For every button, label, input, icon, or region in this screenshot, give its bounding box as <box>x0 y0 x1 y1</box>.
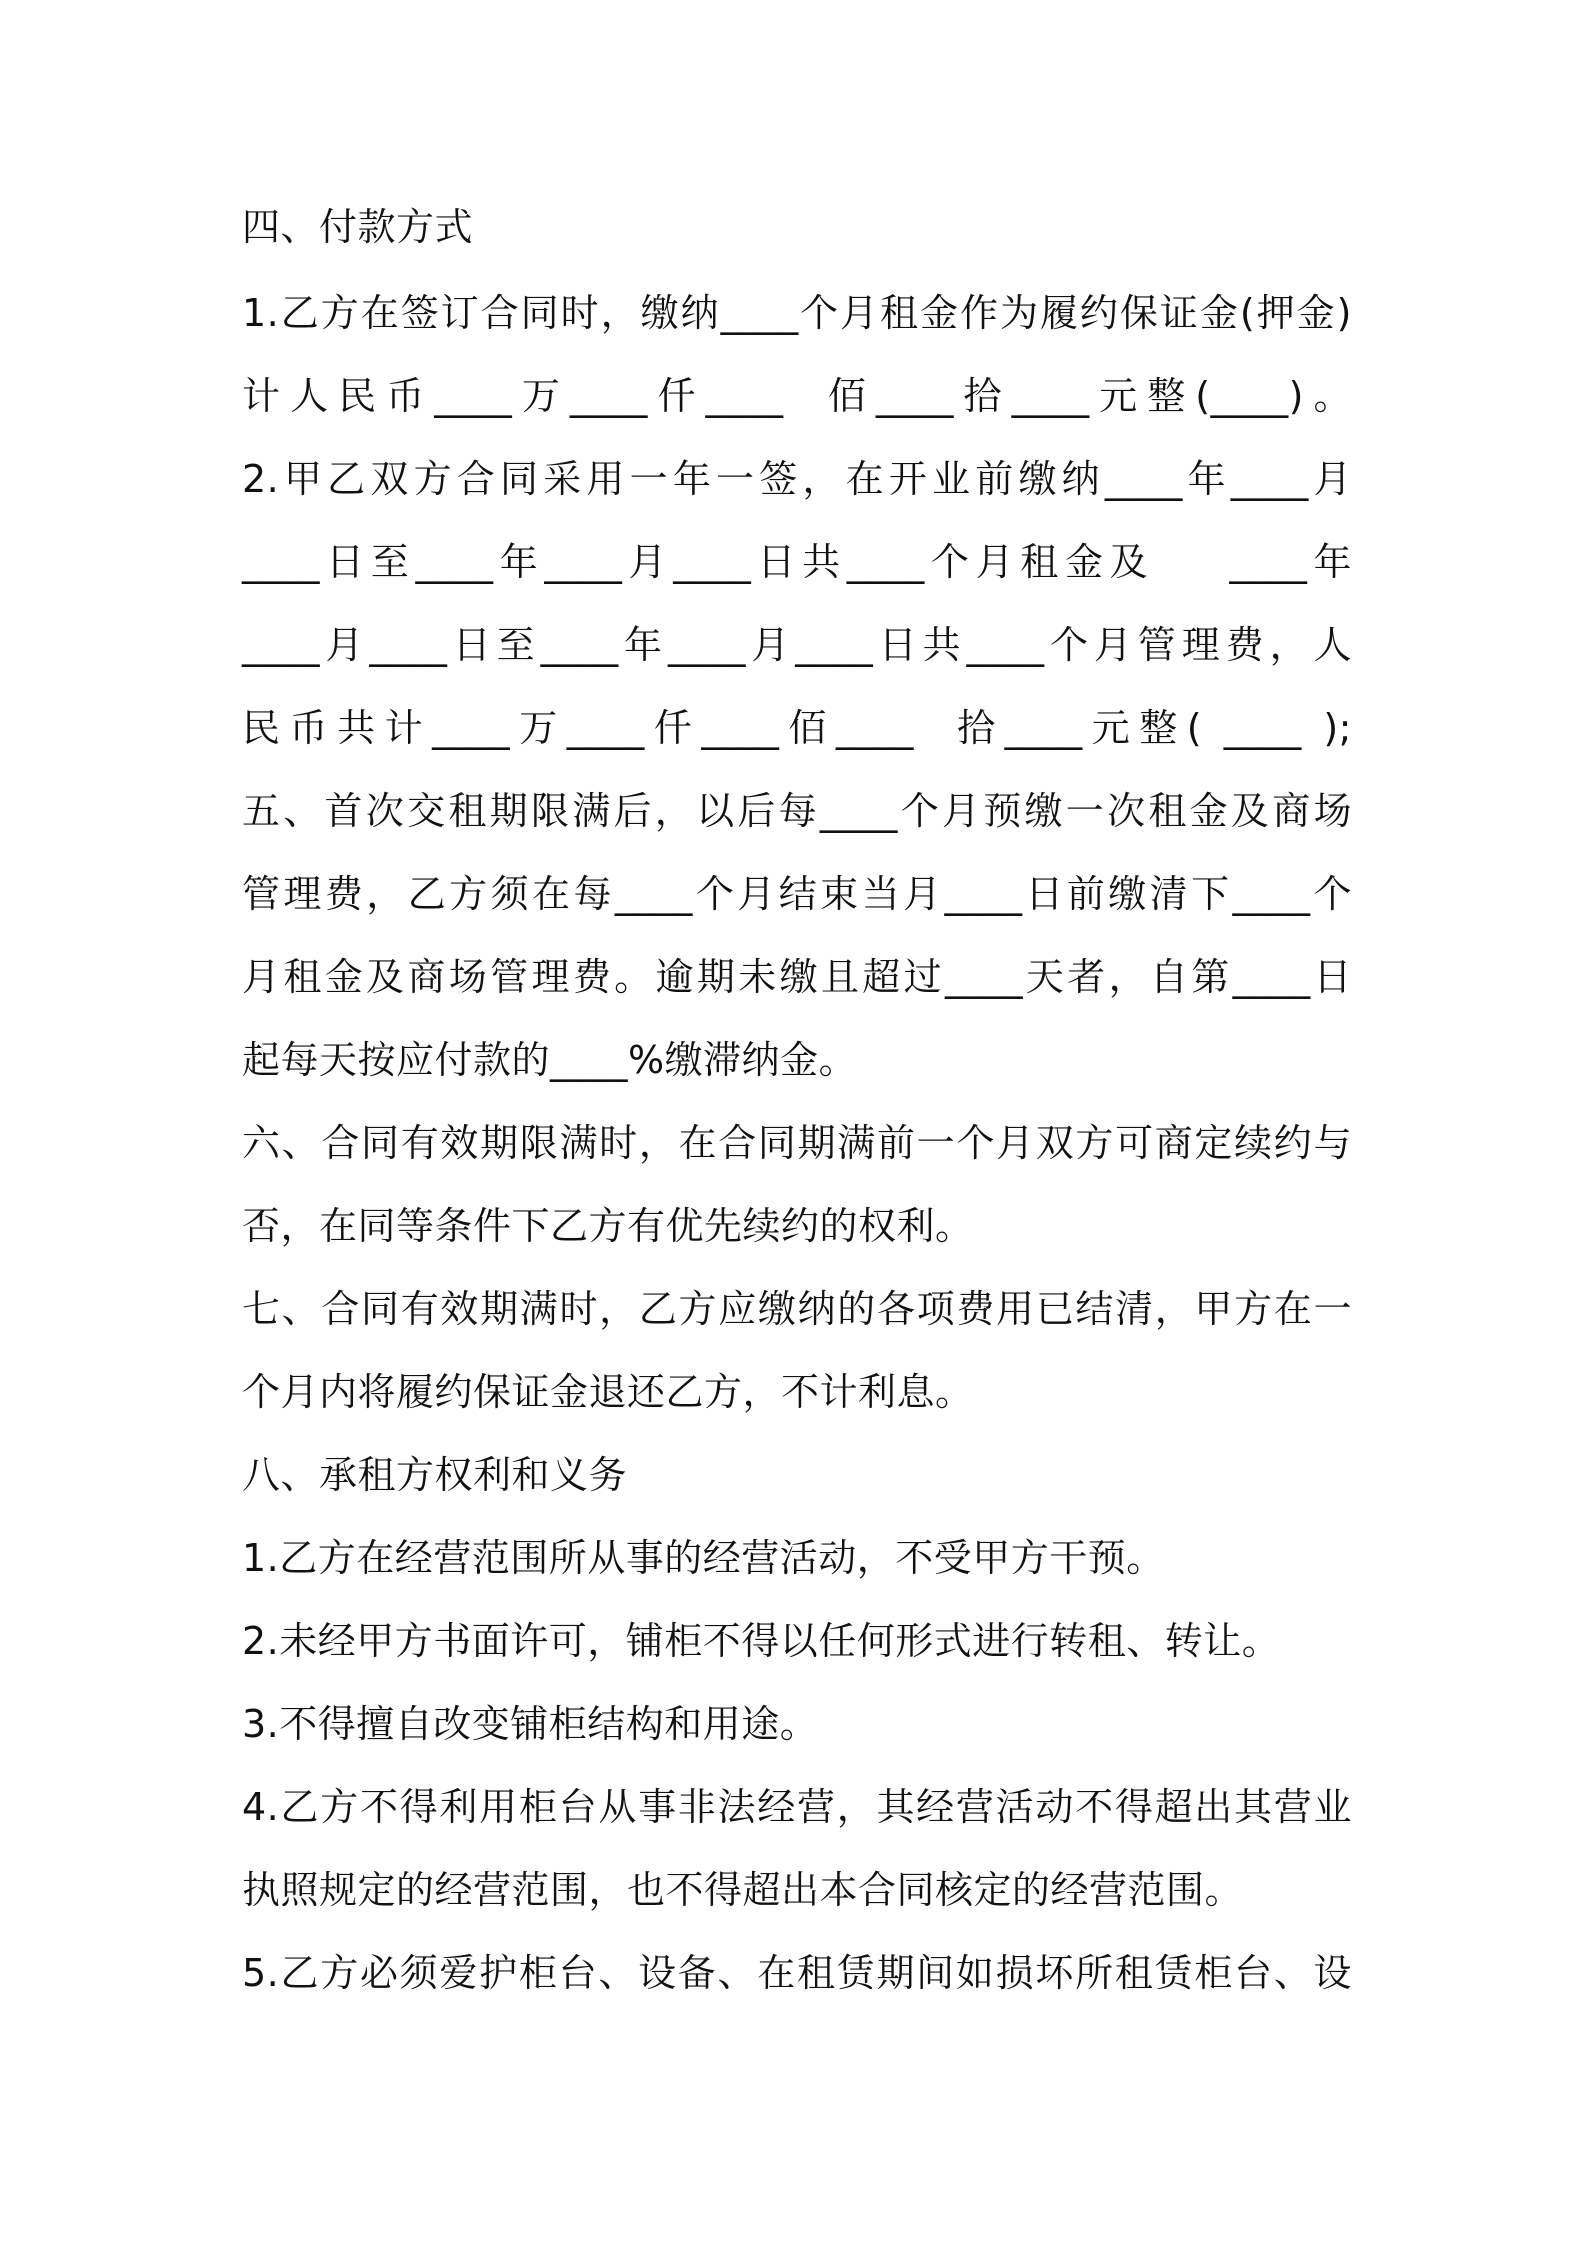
text-line: ____月____日至____年____月____日共____个月管理费，人 <box>242 623 1352 667</box>
text-line: 五、首次交租期限满后，以后每____个月预缴一次租金及商场 <box>242 789 1352 833</box>
text-line: 管理费，乙方须在每____个月结束当月____日前缴清下____个 <box>242 872 1352 916</box>
text-line: 六、合同有效期限满时，在合同期满前一个月双方可商定续约与 <box>242 1121 1352 1165</box>
text-line: ____日至____年____月____日共____个月租金及 ____年 <box>242 540 1352 584</box>
text-line: 计人民币____万____仟____ 佰____拾____元整(____)。 <box>242 374 1352 418</box>
text-line: 七、合同有效期满时，乙方应缴纳的各项费用已结清，甲方在一 <box>242 1287 1352 1331</box>
text-line: 3.不得擅自改变铺柜结构和用途。 <box>242 1702 819 1746</box>
text-line: 1.乙方在签订合同时，缴纳____个月租金作为履约保证金(押金) <box>242 291 1352 335</box>
text-line: 个月内将履约保证金退还乙方，不计利息。 <box>242 1370 974 1414</box>
text-line: 4.乙方不得利用柜台从事非法经营，其经营活动不得超出其营业 <box>242 1785 1352 1829</box>
text-line: 2.未经甲方书面许可，铺柜不得以任何形式进行转租、转让。 <box>242 1619 1281 1663</box>
section-heading-payment: 四、付款方式 <box>242 205 474 249</box>
text-line: 执照规定的经营范围，也不得超出本合同核定的经营范围。 <box>242 1868 1244 1912</box>
text-line: 否，在同等条件下乙方有优先续约的权利。 <box>242 1204 974 1248</box>
section-heading-tenant-rights: 八、承租方权利和义务 <box>242 1453 628 1497</box>
text-line: 2.甲乙双方合同采用一年一签，在开业前缴纳____年____月 <box>242 457 1352 501</box>
text-line: 民币共计____万____仟____佰____ 拾____元整( ____ ); <box>242 706 1352 750</box>
text-line: 月租金及商场管理费。逾期未缴且超过____天者，自第____日 <box>242 955 1352 999</box>
text-line: 5.乙方必须爱护柜台、设备、在租赁期间如损坏所租赁柜台、设 <box>242 1951 1352 1995</box>
text-line: 1.乙方在经营范围所从事的经营活动，不受甲方干预。 <box>242 1536 1165 1580</box>
text-line: 起每天按应付款的____%缴滞纳金。 <box>242 1038 858 1082</box>
